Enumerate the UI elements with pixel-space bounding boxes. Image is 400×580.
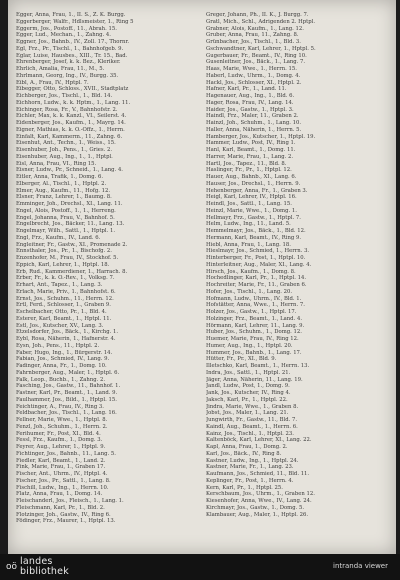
directory-entry: Ertl, Ferd., Schlosser, 1., Graben 9. — [16, 302, 111, 309]
directory-entry: Eibl, A., Frau, IV., Hptpl. 7. — [16, 79, 89, 86]
directory-entry: Hermann, Karl, Beamt., IV., Ring 9. — [206, 234, 302, 241]
directory-entry: Jobst, Jos., Maler, 1., Lang. 21. — [206, 410, 289, 417]
directory-entry: Eichberger, Jos., Tischl., 1., Bld. 14. — [16, 93, 113, 99]
directory-entry: Eybl, Rosa, Näherin, 1., Hafnerstr. 4. — [16, 336, 116, 342]
directory-entry: Grünbacher, Jos., Tischl., 1., Bld. 3. — [206, 39, 301, 45]
directory-entry: Hiebl, Anna, Frau, 1., Lang. 18. — [206, 241, 291, 248]
directory-entry: Gschwandtner, Karl, Lehrer, 1., Hptpl. 5. — [206, 45, 316, 52]
directory-entry: Eisenhuber, Joh., Pens., 1., Gries. 2. — [16, 147, 113, 153]
directory-entry: Hinterberger, Fr., Post, 1., Hptpl. 10. — [206, 255, 306, 261]
directory-entry: Holzer, Jos., Gastw., 1., Hptpl. 17. — [206, 309, 297, 315]
directory-entry: Hafner, Karl, Pr., 1., Land. 11. — [206, 86, 287, 93]
directory-entry: Hofstätter, Anna, Wwe., 1., Herrn. 7. — [206, 302, 305, 309]
directory-entry: Haller, Anna, Näherin, 1., Herrn. 5. — [206, 126, 302, 133]
directory-entry: Ennsthaler, Jos., Pr., 1., Bischofg. 2. — [16, 248, 112, 255]
directory-entry: Elberger, Al., Tischl., 1., Hptpl. 2. — [16, 180, 107, 187]
directory-entry: Hammer, Ludw., Post, IV., Ring 1. — [206, 140, 296, 147]
directory-entry: Hartl, Jos., Tapez., 11., Bld. 8. — [206, 160, 287, 167]
directory-entry: Eisenhuber, Aug., Ing., 1., 1., Hptpl. — [16, 153, 113, 160]
directory-entry: Jäger, Anna, Näherin, 11., Lang. 19. — [206, 376, 303, 383]
directory-entry: Gruber, Anna, Frau, 11., Zahng. 8. — [206, 32, 299, 39]
directory-entry: Grabner, Alois, Kaufm., 1., Lang. 12. — [206, 25, 304, 32]
directory-entry: Fischill, Ludw., Ing., 1., Herrn. 10. — [16, 484, 109, 491]
directory-entry: Kiesenhofer, Anna, Wwe., IV., Lang. 24. — [206, 498, 312, 504]
directory-entry: Heinzl, Marie, Wwe., 1., Domg. 1. — [206, 207, 297, 214]
directory-entry: Haas, Marie, Wwe., 1., Herrn. 15. — [206, 66, 297, 72]
directory-entry: Engleitner, Fr., Gastw., XI., Promenade 2. — [16, 241, 128, 248]
directory-entry: Kastner, Ludw., Ing., 1., Hptpl. 24. — [206, 457, 299, 464]
directory-entry: Ehrlich, Amalia, Frau, 11., M., 5. — [16, 66, 105, 72]
logo-mark: oö — [6, 561, 18, 572]
directory-entry: Erlach, Marie, Priv., 1., Bahnhofst. 6. — [16, 288, 116, 295]
directory-entry: Gusenleitner, Jos., Bäck., 1., Lang. 7. — [206, 59, 306, 66]
directory-entry: Kern, Karl, Pr., 1., Hptpl. 25. — [206, 484, 283, 491]
directory-entry: Haslinger, Fr., Pr., 1., Hptpl. 12. — [206, 167, 292, 174]
directory-entry: Jindra, Marie, Wwe., 1., Graben 8. — [206, 403, 299, 410]
directory-entry: Hirsch, Jos., Kaufm., 1., Domg. 8. — [206, 268, 296, 275]
directory-entry: Kerschbaum, Jos., Uhrm., 1., Graben 12. — [206, 491, 315, 498]
directory-entry: Eichler, Max, k. k. Kanzl., VI., Seilerst. 4. — [16, 113, 127, 120]
directory-entry: Hagenauer, Aug., Ing., 1., Bld. 6. — [206, 93, 295, 99]
directory-entry: Hörmann, Karl, Lehrer, 11., Lang. 9. — [206, 322, 305, 329]
directory-entry: Hamberger, Jos., Kutscher, 1., Hptpl. 19. — [206, 133, 316, 140]
directory-entry: Flatz, Anna, Frau, 1., Domg. 14. — [16, 491, 103, 498]
directory-entry: Elsner, Franz, Lehrer, 1., Baumg. 8. — [16, 194, 112, 201]
viewer-footer — [0, 554, 400, 580]
directory-entry: Fahrnberger, Aug., Maler, 1., Hptpl. 6. — [16, 369, 120, 376]
directory-entry: Engelmayr, Wilh., Sattl., 1., Hptpl. 1. — [16, 228, 116, 234]
directory-entry: Helm, Ludw., Ing., 11., Land. 5. — [206, 221, 291, 228]
directory-entry: Hackl, Jos., Schlosser, XI., Hptpl. 2. — [206, 79, 302, 86]
directory-entry: Feichtinger, A., Frau, IV., Ring 3. — [16, 403, 104, 410]
logo-line-bibliothek: bibliothek — [20, 566, 69, 577]
directory-entry: Fiedler, Karl, Beamt., 1., Land. 2. — [16, 457, 106, 464]
directory-entry: Hochedlinger, Karl, Pr., 1., Hptpl. 14. — [206, 275, 307, 282]
directory-entry: Egger, Lud., Mechan., 1., Zahng. 4. — [16, 32, 111, 39]
directory-entry: Kastner, Marie, Fr., 1., Lang. 23. — [206, 464, 294, 471]
directory-entry: Flotzinger, Joh., Gastw., IV., Ring 6. — [16, 511, 111, 518]
directory-entry: Kaindl, Aug., Beamt., 1., Herrn. 6. — [206, 423, 298, 430]
directory-entry: Egl, Frz., Pr., Tischl., 1., Bahnhofgeb. 9. — [16, 45, 124, 52]
directory-entry: Eysn, Joh., Pens., 11., Hptpl. 2. — [16, 342, 100, 349]
directory-entry: Ferihumer, Fr., Post, XI., Bld. 4. — [16, 430, 101, 437]
directory-entry: Eitler, Anna, Trafik, 1., Domg. 6. — [16, 174, 104, 180]
column-left — [16, 12, 198, 525]
directory-entry: Fink, Marie, Frau, 1., Graben 17. — [16, 464, 106, 471]
directory-entry: Eggerberger, Walfr., Hdlsmeister, 1., Ring 5 — [16, 18, 134, 25]
directory-entry: Eggner, Jos., Bahnb., IV., Zoll. 17., Thornr. — [16, 39, 130, 45]
directory-entry: Jandl, Ludw., Post, 1., Domg. 9. — [206, 383, 290, 390]
directory-entry: Huemer, Marie, Frau, IV., Ring 12. — [206, 336, 299, 342]
directory-entry: Ehrenberger, Josef, k. k. Bez., Kleriker. — [16, 59, 121, 66]
directory-entry: Hofer, Jos., Tischl., 1., Lang. 20. — [206, 288, 293, 295]
directory-entry: Kainz, Jos., Tischl., 1., Hptpl. 23. — [206, 430, 294, 437]
directory-entry: Enzenhofer, M., Frau, IV., Stockhof. 5. — [16, 255, 119, 261]
directory-entry: Eggerm, Jos., Postoff., 11., Abrah. 15. — [16, 25, 117, 32]
directory-entry: Fasching, Jos., Gastw., 11., Bahnhof. 1. — [16, 383, 121, 390]
directory-entry: Engl, Frz., Kaufm., IV., Land. 6. — [16, 234, 101, 241]
directory-entry: Klambauer, Aug., Maler, 1., Hptpl. 26. — [206, 511, 309, 518]
directory-entry: Egger, Anna, Frau, 1., II. S., Z. K. Burgg. — [16, 12, 126, 18]
directory-entry: Fichtinger, Jos., Bahnb., 11., Lang. 5. — [16, 450, 116, 457]
directory-entry: Faulhammer, Jos., Bild., 1., Hptpl. 15. — [16, 396, 117, 403]
directory-entry: Indra, Jos., Sattl., 1., Hptpl. 21. — [206, 369, 291, 376]
column-right — [206, 12, 388, 518]
directory-entry: Kaufmann, Jos., Schmied, 11., Bld. 11. — [206, 471, 310, 477]
directory-entry: Jaksch, Karl, Pr., 1., Hptpl. 22. — [206, 396, 288, 403]
directory-entry: Heindl, Jos., Sattl., 1., Lang. 15. — [206, 201, 292, 207]
directory-entry: Fleischanderl, Jos., Fleisch., 1., Lang. 1. — [16, 498, 124, 504]
directory-entry: Kaltenböck, Karl, Lehrer, XI., Lang. 22. — [206, 437, 312, 444]
logo-line-landes: landes — [20, 556, 53, 567]
viewer-label: intranda viewer — [333, 562, 388, 570]
directory-entry: Eichhorn, Ludw., k. k. Hptm., 1., Lang. 11. — [16, 99, 131, 106]
directory-entry: Eschelbacher, Otto, Pr., 1., Bld. 4. — [16, 309, 107, 315]
directory-entry: Hauer, Aug., Bahnb., XI., Lang. 6. — [206, 174, 297, 180]
directory-entry: Fessl, Frz., Kaufm., 1., Domg. 3. — [16, 437, 103, 444]
directory-entry: Karl, Jos., Bäck., IV., Ring 8. — [206, 450, 282, 457]
directory-entry: Illetschko, Karl, Beamt., 1., Herrn. 13. — [206, 363, 310, 369]
directory-entry: Eisl, Anna, Frau, VI., Ring 15. — [16, 160, 97, 167]
directory-entry: Hütter, Fr., Pr., XI., Bld. 9. — [206, 356, 277, 363]
directory-entry: Hellmayr, Frz., Gastw., 1., Hptpl. 7. — [206, 214, 301, 221]
directory-entry: Haberl, Ludw., Uhrm., 1., Domg. 4. — [206, 72, 301, 79]
directory-entry: Esterer, Karl, Beamt., 1., Hptpl. 11. — [16, 315, 112, 322]
directory-entry: Fischer, Jos., Pr., Sattl., 1., Lang. 8. — [16, 477, 111, 484]
directory-entry: Hinterleitner, Aug., Maler, XI., Lang. 4. — [206, 261, 312, 268]
directory-entry: Eichinger, Rosa, Fr., V., Bahnhofstr. 2. — [16, 106, 118, 113]
directory-entry: Erhart, Ant., Tapez., 1., Lang. 3. — [16, 282, 103, 288]
directory-entry: Haindl, Frz., Maler, 11., Graben 2. — [206, 113, 299, 120]
directory-entry: Faber, Hugo, Ing., 1., Bürgerstr. 14. — [16, 349, 113, 356]
directory-entry: Jank, Jos., Kutscher, IV., Ring 4. — [206, 390, 291, 396]
directory-entry: Fellner, Marie, Wwe., 1., Hptpl. 8. — [16, 417, 108, 423]
directory-entry: Etzelsdorfer, Jos., Bäck., 1., Kirchg. 1. — [16, 329, 119, 336]
directory-entry: Fastner, Karl, Pr., Beamt., 1., Land. 9. — [16, 390, 118, 396]
directory-entry: Hieslmayr, Jos., Schmied, 1., Herrn. 3. — [206, 248, 310, 255]
directory-entry: Kirchmayr, Jos., Gastw., 1., Domg. 5. — [206, 504, 305, 511]
directory-entry: Emminger, Joh., Drechsl., XI., Lang. 11. — [16, 201, 123, 207]
directory-entry: Eppich, Karl, Lehrer, 1., Hptpl. 18. — [16, 261, 110, 268]
directory-entry: Harrer, Marie, Frau, 1., Lang. 2. — [206, 153, 294, 160]
directory-entry: Hummer, Jos., Bahnb., 1., Lang. 17. — [206, 349, 302, 356]
directory-entry: Falk, Leop., Buchb., 1., Zahng. 2. — [16, 376, 106, 383]
directory-entry: Greger, Johann, Ph., II. K., J. Burgg. 7. — [206, 12, 309, 18]
directory-entry: Feyrer, Aug., Lehrer, 1., Hptpl. 9. — [16, 444, 106, 450]
directory-entry: Hofmann, Ludw., Uhrm., IV., Bld. 1. — [206, 295, 302, 302]
directory-entry: Hochreiter, Marie, Fr., 11., Graben 6. — [206, 282, 307, 288]
directory-entry: Feldbacher, Jos., Tischl., 1., Lang. 16. — [16, 410, 117, 417]
library-logo[interactable] — [6, 557, 69, 577]
directory-entry: Eglar, Luise, Hausbes., XIII., Tr. 15., Bad. — [16, 52, 128, 59]
directory-entry: Hainzl, Joh., Schuhm., 1., Lang. 10. — [206, 120, 302, 126]
scanned-page — [8, 0, 396, 554]
directory-entry: Eisner, Ludw., Pr., Schneid., 1., Lang. 4. — [16, 167, 123, 174]
directory-entry: Engel, Alois, Postoff., 1., 1., Herreng. — [16, 207, 116, 214]
directory-entry: Eibegger, Otto, Schloss., XVII., Stadtplatz — [16, 86, 129, 93]
directory-entry: Eigner, Mathias, k. k. O.-Offz., 1., Herrn. — [16, 126, 125, 133]
directory-entry: Holzinger, Frz., Beamt., 1., Land. 4. — [206, 315, 302, 322]
directory-entry: Engel, Johanna, Frau, V., Bahnhof. 5. — [16, 214, 115, 221]
directory-entry: Fischer, Ant., Uhrm., IV., Hptpl. 4. — [16, 471, 108, 477]
directory-entry: Elmer, Aug., Kaufm., 11., Hofg. 12. — [16, 187, 111, 194]
directory-entry: Fabian, Jos., Schmied, IV., Lang. 9. — [16, 356, 110, 363]
directory-entry: Gratl, Mich., Schl., Adrigenden 2. Hptpl. — [206, 18, 316, 25]
directory-entry: Haider, Jos., Gastw., 1., Hptpl. 3. — [206, 106, 294, 113]
directory-entry: Humer, Aug., Ing., 1., Hptpl. 20. — [206, 342, 293, 349]
directory-entry: Hanl, Karl, Beamt., 1., Domg. 11. — [206, 147, 296, 153]
directory-entry: Ehrlmann, Georg, Ing., IV., Burgg. 35. — [16, 72, 119, 79]
directory-entry: Fadinger, Anna, Fr., 1., Domg. 10. — [16, 363, 107, 369]
directory-entry: Erber, Fr., k. k. O.-Rev., 1., Volksg. 7. — [16, 275, 115, 282]
directory-entry: Estl, Jos., Kutscher, XV., Lang. 3. — [16, 322, 104, 329]
directory-entry: Erb, Rud., Kammerdiener, 1., Harrach. 8. — [16, 268, 128, 275]
directory-entry: Jungwirth, Fr., Gastw., 11., Bld. 7. — [206, 417, 298, 423]
directory-entry: Kapl, Anna, Frau, 1., Domg. 2. — [206, 444, 288, 450]
directory-entry: Hager, Rosa, Frau, IV., Lang. 14. — [206, 99, 294, 106]
directory-entry: Ernst, Jos., Schuhm., 11., Herrn. 12. — [16, 295, 114, 302]
directory-entry: Fleischmann, Karl, Pr., 1., Bld. 2. — [16, 504, 105, 511]
directory-entry: Eidenberger, Jos., Kaufm., 1., Mayrg. 14. — [16, 120, 126, 126]
directory-entry: Eisenhut, Ant., Techn., 1., Weiss., 15. — [16, 140, 116, 147]
directory-entry: Einfalt, Karl, Kammerm., 11., Zahng. 6. — [16, 133, 123, 140]
directory-entry: Hehenberger, Anna, Fr., 1., Graben 3. — [206, 187, 308, 194]
directory-entry: Fenzl, Joh., Schuhm., 1., Herrn. 2. — [16, 423, 108, 430]
directory-entry: Gugerbauer, Fr., Beamt., IV., Ring 10. — [206, 52, 307, 59]
directory-entry: Hemmelmayr, Jos., Bäck., 1., Bld. 12. — [206, 228, 306, 234]
directory-entry: Hauser, Jos., Drechsl., 1., Herrn. 9. — [206, 180, 301, 187]
directory-entry: Huber, Jos., Schuhm., 1., Domg. 12. — [206, 329, 302, 336]
directory-entry: Keplinger, Fr., Post, 1., Herrn. 4. — [206, 477, 294, 484]
directory-entry: Heigl, Karl, Lehrer, IV., Hptpl. 16. — [206, 194, 297, 201]
logo-text — [20, 557, 69, 577]
directory-entry: Engelbrecht, Jos., Bäcker, 11., Lang. 13. — [16, 221, 125, 228]
directory-entry: Födinger, Frz., Maurer, 1., Hptpl. 13. — [16, 518, 116, 525]
